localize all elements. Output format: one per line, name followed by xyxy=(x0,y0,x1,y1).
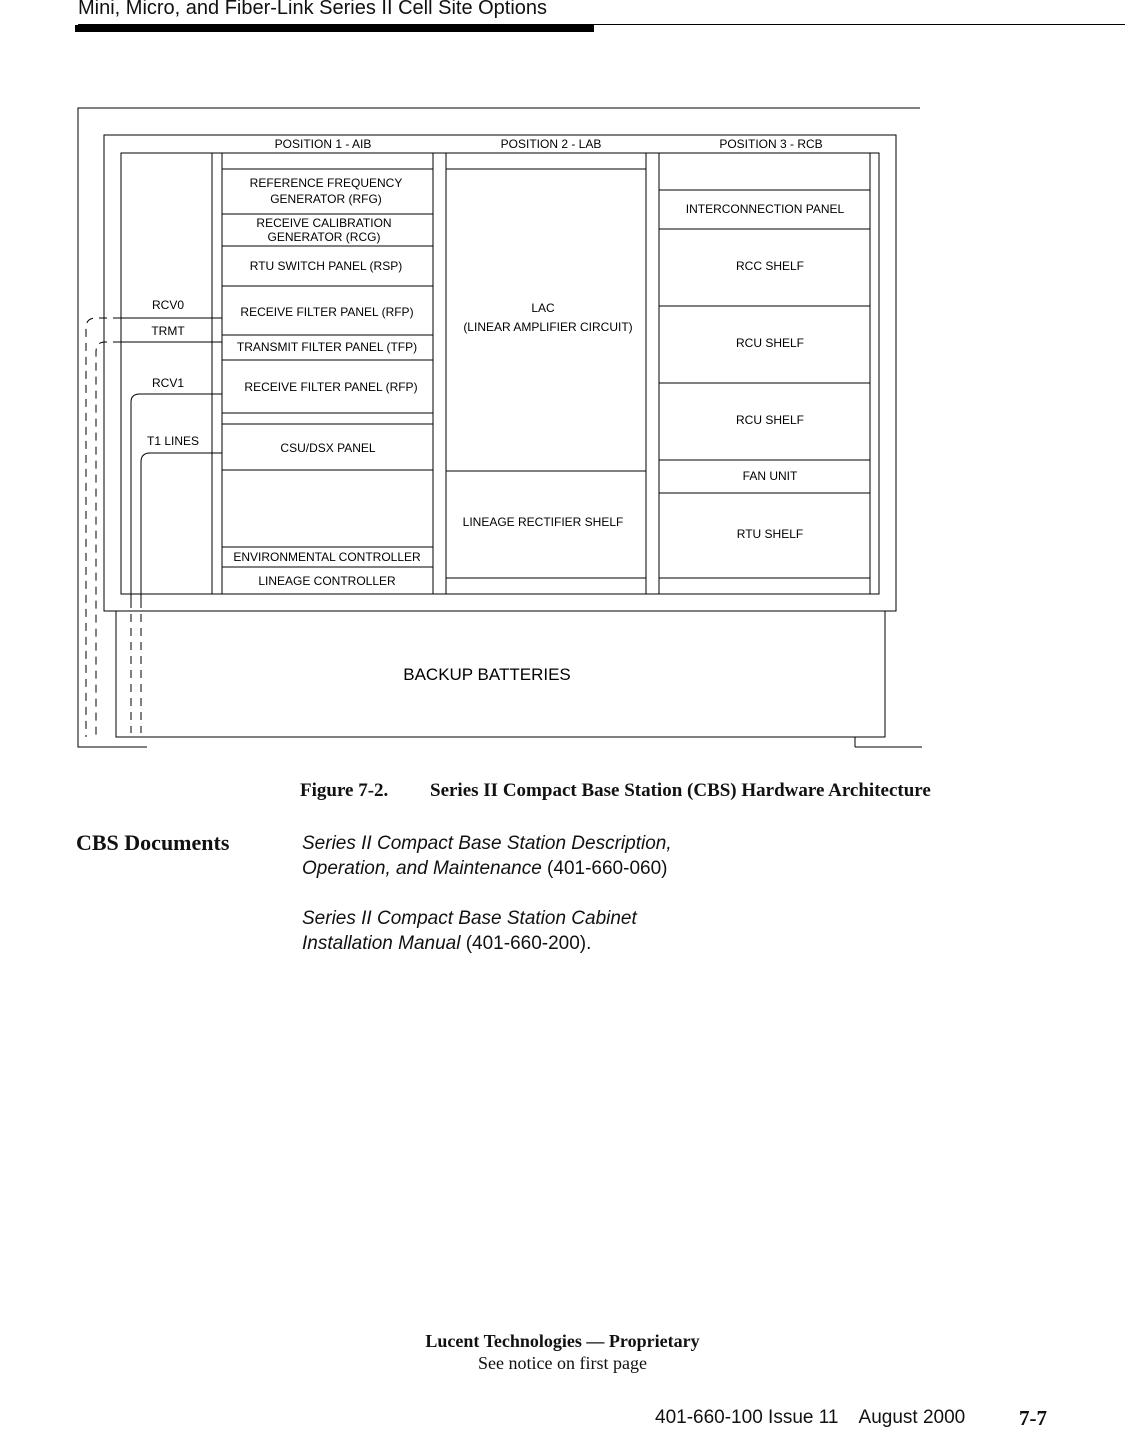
rcg-label-line2: GENERATOR (RCG) xyxy=(267,230,381,244)
footer-notice: See notice on first page xyxy=(478,1353,647,1373)
doc1-number: (401-660-060) xyxy=(541,858,668,879)
lineage-rectifier-label: LINEAGE RECTIFIER SHELF xyxy=(462,515,624,529)
position-3-label: POSITION 3 - RCB xyxy=(719,137,823,151)
interconnection-panel-label: INTERCONNECTION PANEL xyxy=(685,202,845,216)
t1-lines-label: T1 LINES xyxy=(146,434,200,448)
doc2-title-line2: Installation Manual xyxy=(302,933,461,954)
doc1-title-line1: Series II Compact Base Station Description, xyxy=(302,833,672,854)
rfp-label-1: RECEIVE FILTER PANEL (RFP) xyxy=(240,305,414,319)
position-2-label: POSITION 2 - LAB xyxy=(500,137,602,151)
doc2-number: (401-660-200). xyxy=(460,933,592,954)
rsp-label: RTU SWITCH PANEL (RSP) xyxy=(249,259,403,273)
rcv0-label: RCV0 xyxy=(151,298,185,312)
csu-dsx-label: CSU/DSX PANEL xyxy=(280,441,376,455)
document-entry-2 xyxy=(302,906,637,956)
cabinet-base-right xyxy=(855,611,885,747)
rcv1-label: RCV1 xyxy=(151,376,185,390)
rfg-label-line2: GENERATOR (RFG) xyxy=(270,192,382,206)
environmental-controller-label: ENVIRONMENTAL CONTROLLER xyxy=(233,550,421,564)
page-number: 7-7 xyxy=(1019,1406,1047,1430)
rfp-label-2: RECEIVE FILTER PANEL (RFP) xyxy=(244,380,418,394)
rfg-label-line1: REFERENCE FREQUENCY xyxy=(249,176,403,190)
trmt-label: TRMT xyxy=(151,324,185,338)
lac-sub-label: (LINEAR AMPLIFIER CIRCUIT) xyxy=(463,320,633,334)
document-entry-1 xyxy=(302,831,672,881)
tfp-label: TRANSMIT FILTER PANEL (TFP) xyxy=(236,340,418,354)
running-header: Mini, Micro, and Fiber-Link Series II Cell Site Options xyxy=(78,0,548,19)
cbs-documents-heading: CBS Documents xyxy=(76,830,230,855)
footer-doc-info: 401-660-100 Issue 11 August 2000 xyxy=(655,1407,966,1428)
position-1-label: POSITION 1 - AIB xyxy=(274,137,372,151)
rtu-shelf-label: RTU SHELF xyxy=(736,527,804,541)
lac-label: LAC xyxy=(531,301,555,315)
backup-batteries-label: BACKUP BATTERIES xyxy=(403,665,571,684)
doc1-title-line2: Operation, and Maintenance xyxy=(302,858,542,879)
figure-number: Figure 7-2. xyxy=(300,780,389,801)
doc2-title-line1: Series II Compact Base Station Cabinet xyxy=(302,908,637,929)
rcu-shelf-label-2: RCU SHELF xyxy=(735,413,805,427)
lineage-controller-label: LINEAGE CONTROLLER xyxy=(258,574,396,588)
footer-company: Lucent Technologies — Proprietary xyxy=(425,1331,700,1351)
rcc-shelf-label: RCC SHELF xyxy=(735,259,805,273)
figure-title: Series II Compact Base Station (CBS) Hardware Architecture xyxy=(430,780,931,801)
fan-unit-label: FAN UNIT xyxy=(742,469,798,483)
rcg-label-line1: RECEIVE CALIBRATION xyxy=(256,216,392,230)
rcu-shelf-label-1: RCU SHELF xyxy=(735,336,805,350)
